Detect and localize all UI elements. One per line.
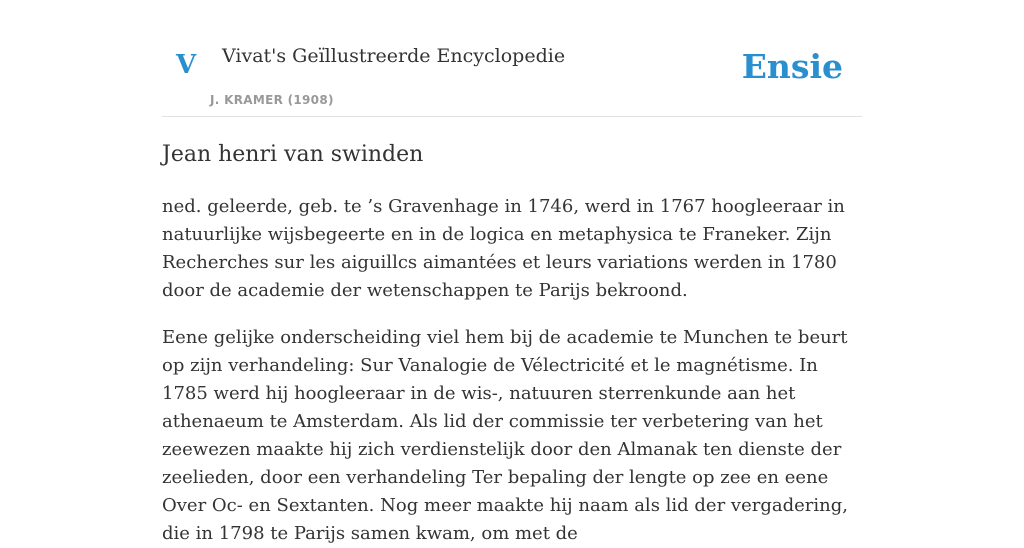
entry-paragraph-1: ned. geleerde, geb. te ’s Gravenhage in 1746, werd in 1767 hoogleeraar in natuurlijke wijsbegeerte en in de logica en metaphysica te Franeker. Zijn Recherches sur les aiguillcs aimantées et leurs variations werden in 1780 door de academie der wetenschappen te Parijs bekroond. — [162, 196, 845, 301]
book-title[interactable]: Vivat's Geïllustreerde Encyclopedie — [222, 45, 566, 67]
entry-title: Jean henri van swinden — [162, 142, 424, 167]
book-author: J. KRAMER (1908) — [210, 93, 334, 107]
book-logo-icon[interactable]: V — [176, 50, 197, 80]
entry-content — [162, 140, 862, 548]
header — [162, 0, 862, 117]
entry-paragraph-2: Eene gelijke onderscheiding viel hem bij de academie te Munchen te beurt op zijn verhandeling: Sur Vanalogie de Vélectricité et le magnétisme. In 1785 werd hij hoogleeraar in de wis-, natuuren sterrenkunde aan het athenaeum te Amsterdam. Als lid der commissie ter verbetering van het zeewezen maakte hij zich verdienstelijk door den Almanak ten dienste der zeelieden, door een verhandeling Ter bepaling der lengte op zee en eene Over Oc- en Sextanten. Nog meer maakte hij naam als lid der vergadering, die in 1798 te Parijs samen kwam, om met de — [162, 327, 848, 544]
brand-logo[interactable]: Ensie — [741, 47, 843, 86]
